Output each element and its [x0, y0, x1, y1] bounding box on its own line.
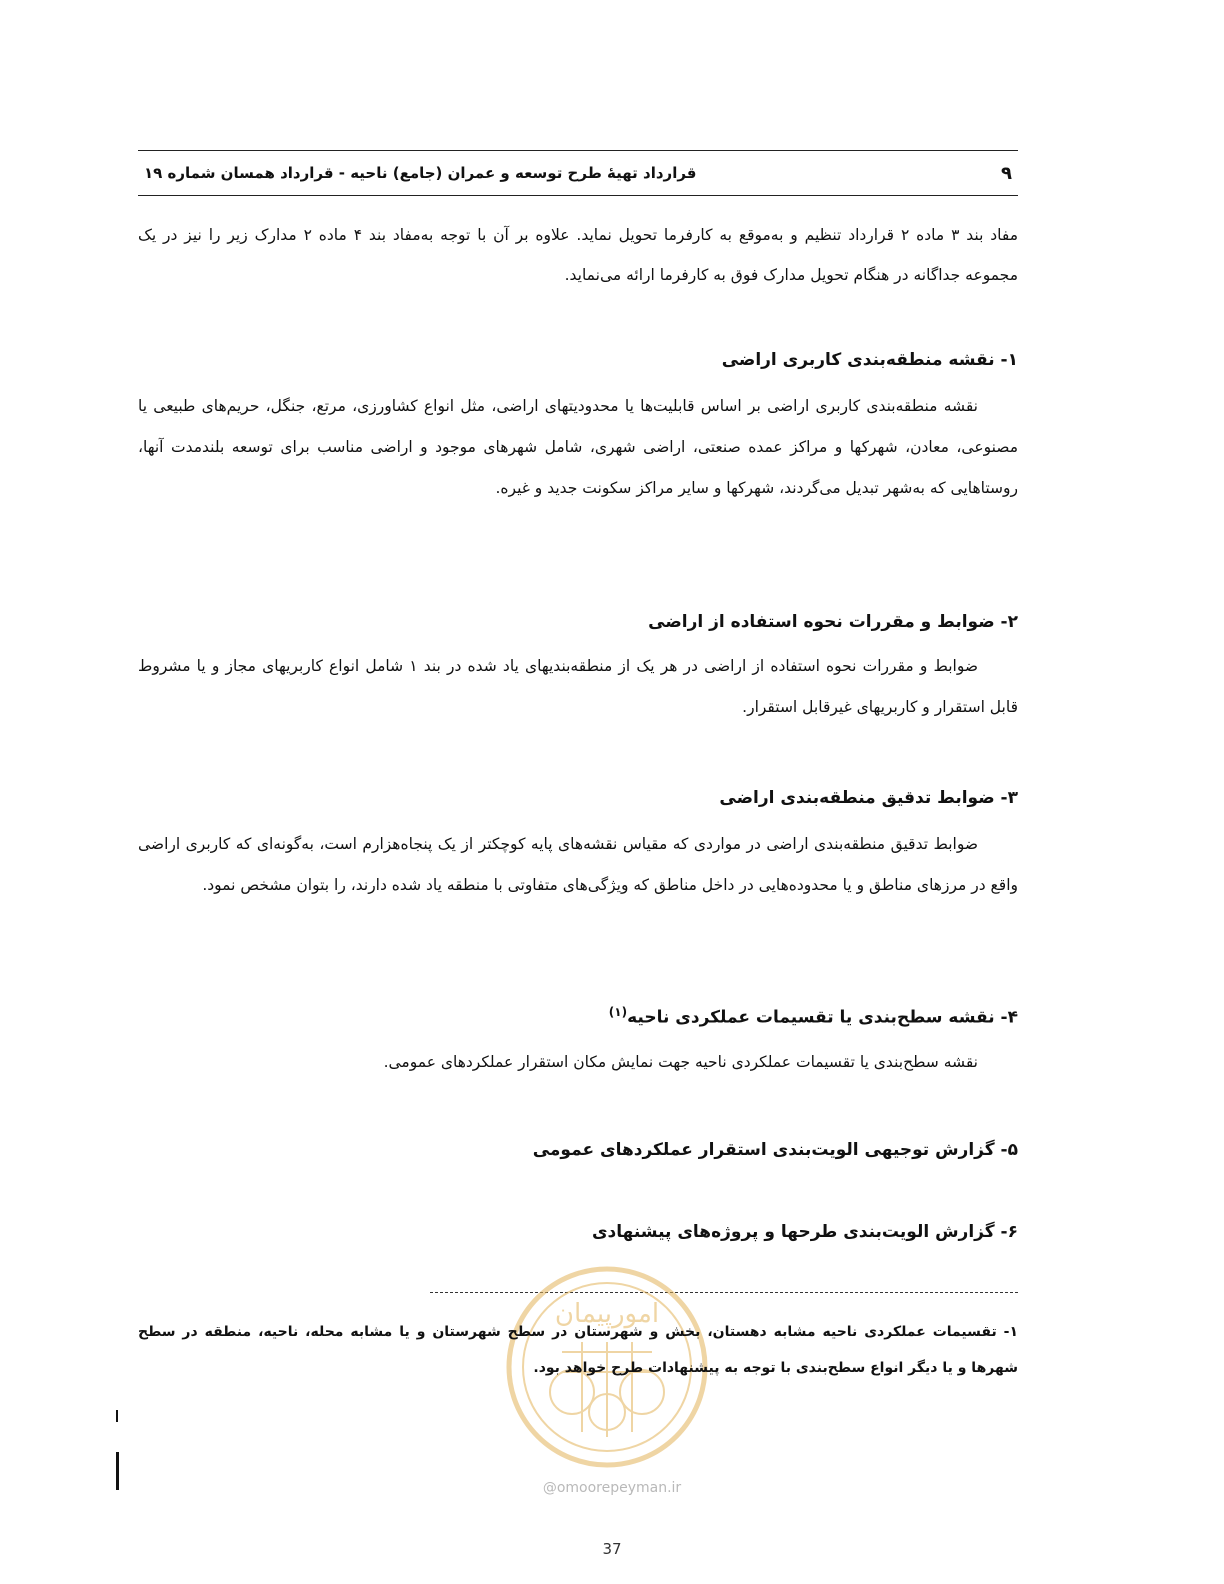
section-3-heading: ۳- ضوابط تدقیق منطقه‌بندی اراضی — [719, 788, 1018, 808]
scan-artifact — [116, 1452, 119, 1490]
section-2-body: ضوابط و مقررات نحوه استفاده از اراضی در هر یک از منطقه‌بندیهای یاد شده در بند ۱ شامل انواع کاربریهای مجاز و یا مشروط قابل استقرار و کاربریهای غیرقابل استقرار. — [138, 657, 1018, 716]
section-4-heading-text: ۴- نقشه سطح‌بندی یا تقسیمات عملکردی ناحیه — [627, 1007, 1018, 1028]
header-page-number: ۹ — [1001, 162, 1012, 184]
watermark-site: @omoorepeyman.ir — [542, 1480, 682, 1496]
section-3-body: ضوابط تدقیق منطقه‌بندی اراضی در مواردی که مقیاس نقشه‌های پایه کوچکتر از یک پنجاه‌هزارم است، به‌گونه‌ای که کاربری اراضی واقع در مرزهای مناطق و یا محدوده‌هایی در داخل مناطق که ویژگی‌های متفاوتی با منطقه یاد شده دارند، را بتوان مشخص نمود. — [138, 835, 1018, 894]
page-footer-number: 37 — [602, 1540, 622, 1558]
scan-artifact — [116, 1410, 118, 1422]
footnote-reference: (۱) — [608, 1005, 628, 1019]
section-6-heading: ۶- گزارش الویت‌بندی طرحها و پروژه‌های پیشنهادی — [591, 1222, 1018, 1242]
footnote-text: ۱- تقسیمات عملکردی ناحیه مشابه دهستان، بخش و شهرستان در سطح شهرستان و یا مشابه محله، ناحیه، منطقه در سطح شهرها و یا دیگر انواع سطح‌بندی با توجه به پیشنهادات طرح خواهد بود. — [138, 1324, 1018, 1376]
section-4-heading — [138, 998, 1018, 1032]
watermark-logo-text: امورپیمان — [554, 1299, 660, 1329]
section-1-heading: ۱- نقشه منطقه‌بندی کاربری اراضی — [721, 350, 1018, 370]
section-2-heading: ۲- ضوابط و مقررات نحوه استفاده از اراضی — [648, 612, 1018, 632]
intro-paragraph: مفاد بند ۳ ماده ۲ قرارداد تنظیم و به‌موقع به کارفرما تحویل نماید. علاوه بر آن با توجه به‌مفاد بند ۴ ماده ۲ مدارک زیر را نیز در یک مجموعه جداگانه در هنگام تحویل مدارک فوق به کارفرما ارائه می‌نماید. — [138, 226, 1019, 284]
page-header — [138, 150, 1018, 196]
section-1-body: نقشه منطقه‌بندی کاربری اراضی بر اساس قابلیت‌ها یا محدودیتهای اراضی، مثل انواع کشاورزی، مرتع، جنگل، حریم‌های طبیعی یا مصنوعی، معادن، شهرکها و مراکز عمده صنعتی، اراضی شهری، شامل شهرهای موجود و اراضی مناسب برای توسعه بلندمدت آنها، روستاهایی که به‌شهر تبدیل می‌گردند، شهرکها و سایر مراکز سکونت جدید و غیره. — [138, 397, 1018, 497]
section-4-body: نقشه سطح‌بندی یا تقسیمات عملکردی ناحیه جهت نمایش مکان استقرار عملکردهای عمومی. — [383, 1053, 978, 1071]
header-title: قرارداد تهیهٔ طرح توسعه و عمران (جامع) ناحیه - قرارداد همسان شماره ۱۹ — [144, 164, 697, 182]
section-5-heading: ۵- گزارش توجیهی الویت‌بندی استقرار عملکردهای عمومی — [532, 1140, 1018, 1160]
